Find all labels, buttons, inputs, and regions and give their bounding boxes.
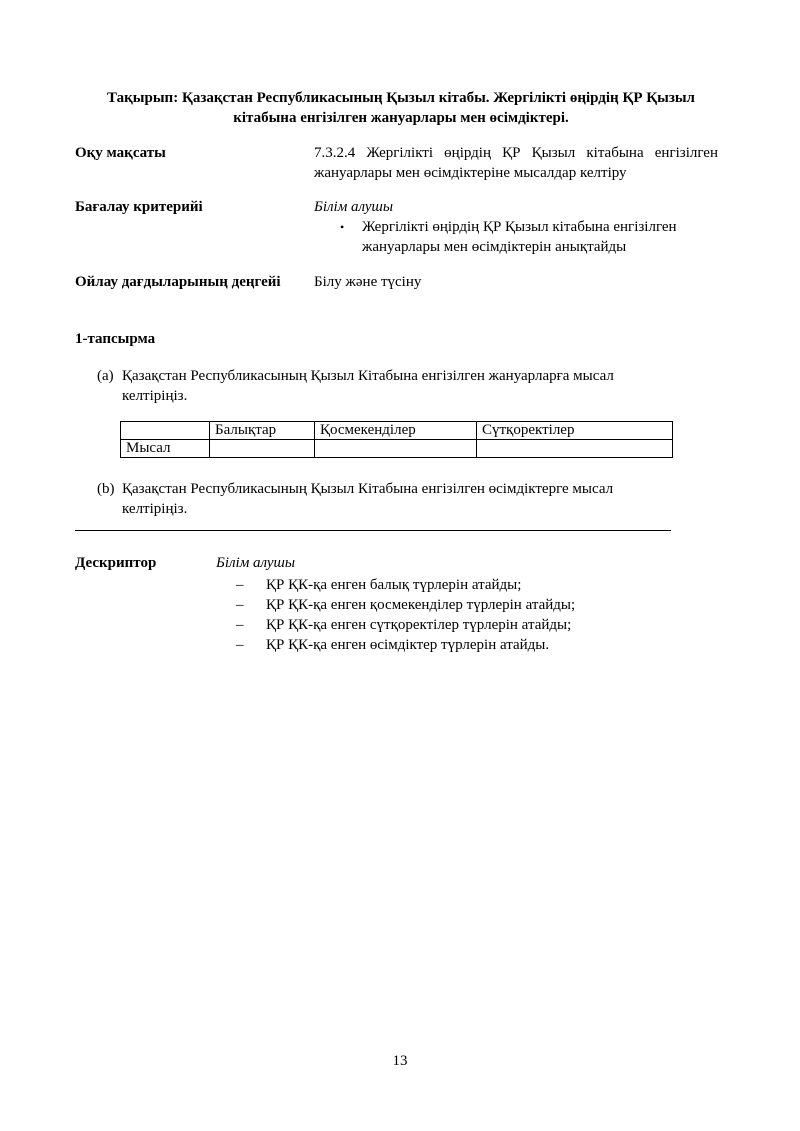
table-header-row — [121, 422, 673, 440]
table-header-cell — [121, 422, 210, 440]
page-title: Тақырып: Қазақстан Республикасының Қызыл кітабы. Жергілікті өңірдің ҚР Қызыл кітабына енгізілген жануарлары мен өсімдіктері. — [107, 90, 695, 126]
table-header-cell: Балықтар — [210, 422, 315, 440]
answer-line — [75, 530, 671, 531]
list-item — [236, 635, 716, 655]
list-item — [236, 615, 716, 635]
bullet-icon: • — [340, 220, 345, 234]
table-cell — [210, 440, 315, 458]
table-cell — [477, 440, 673, 458]
dash-icon: – — [236, 637, 244, 653]
dash-icon: – — [236, 597, 244, 613]
table-cell: Мысал — [121, 440, 210, 458]
list-item-text: ҚР ҚК-қа енген сүтқоректілер түрлерін атайды; — [266, 617, 572, 633]
assessment-learner: Білім алушы — [314, 199, 394, 215]
task-b-marker: (b) — [97, 481, 115, 497]
task-a-text: Қазақстан Республикасының Қызыл Кітабына енгізілген жануарларға мысал келтіріңіз. — [122, 368, 614, 404]
descriptor-list — [236, 575, 716, 655]
list-item — [236, 575, 716, 595]
assessment-item-text: Жергілікті өңірдің ҚР Қызыл кітабына енгізілген жануарлары мен өсімдіктерін анықтайды — [362, 219, 677, 255]
list-item-text: ҚР ҚК-қа енген қосмекенділер түрлерін атайды; — [266, 597, 576, 613]
assessment-label: Бағалау критерийі — [75, 199, 203, 215]
thinking-value: Білу және түсіну — [314, 274, 422, 290]
list-item — [236, 595, 716, 615]
table-header-cell: Сүтқоректілер — [477, 422, 673, 440]
answer-table — [120, 421, 673, 458]
objectives-text: 7.3.2.4 Жергілікті өңірдің ҚР Қызыл кітабына енгізілген жануарлары мен өсімдіктеріне мысалдар келтіру — [314, 145, 718, 181]
page-number: 13 — [392, 1053, 408, 1069]
task-a-marker: (a) — [97, 368, 114, 384]
dash-icon: – — [236, 617, 244, 633]
table-cell — [315, 440, 477, 458]
objectives-label: Оқу мақсаты — [75, 145, 166, 161]
dash-icon: – — [236, 577, 244, 593]
descriptor-learner: Білім алушы — [216, 555, 296, 571]
task-b-text: Қазақстан Республикасының Қызыл Кітабына енгізілген өсімдіктерге мысал келтіріңіз. — [122, 481, 614, 517]
list-item-text: ҚР ҚК-қа енген балық түрлерін атайды; — [266, 577, 522, 593]
descriptor-label: Дескриптор — [75, 555, 157, 571]
table-header-cell: Қосмекенділер — [315, 422, 477, 440]
table-row — [121, 440, 673, 458]
thinking-label: Ойлау дағдыларының деңгейі — [75, 274, 281, 290]
list-item-text: ҚР ҚК-қа енген өсімдіктер түрлерін атайды. — [266, 637, 550, 653]
task-heading: 1-тапсырма — [75, 331, 156, 347]
